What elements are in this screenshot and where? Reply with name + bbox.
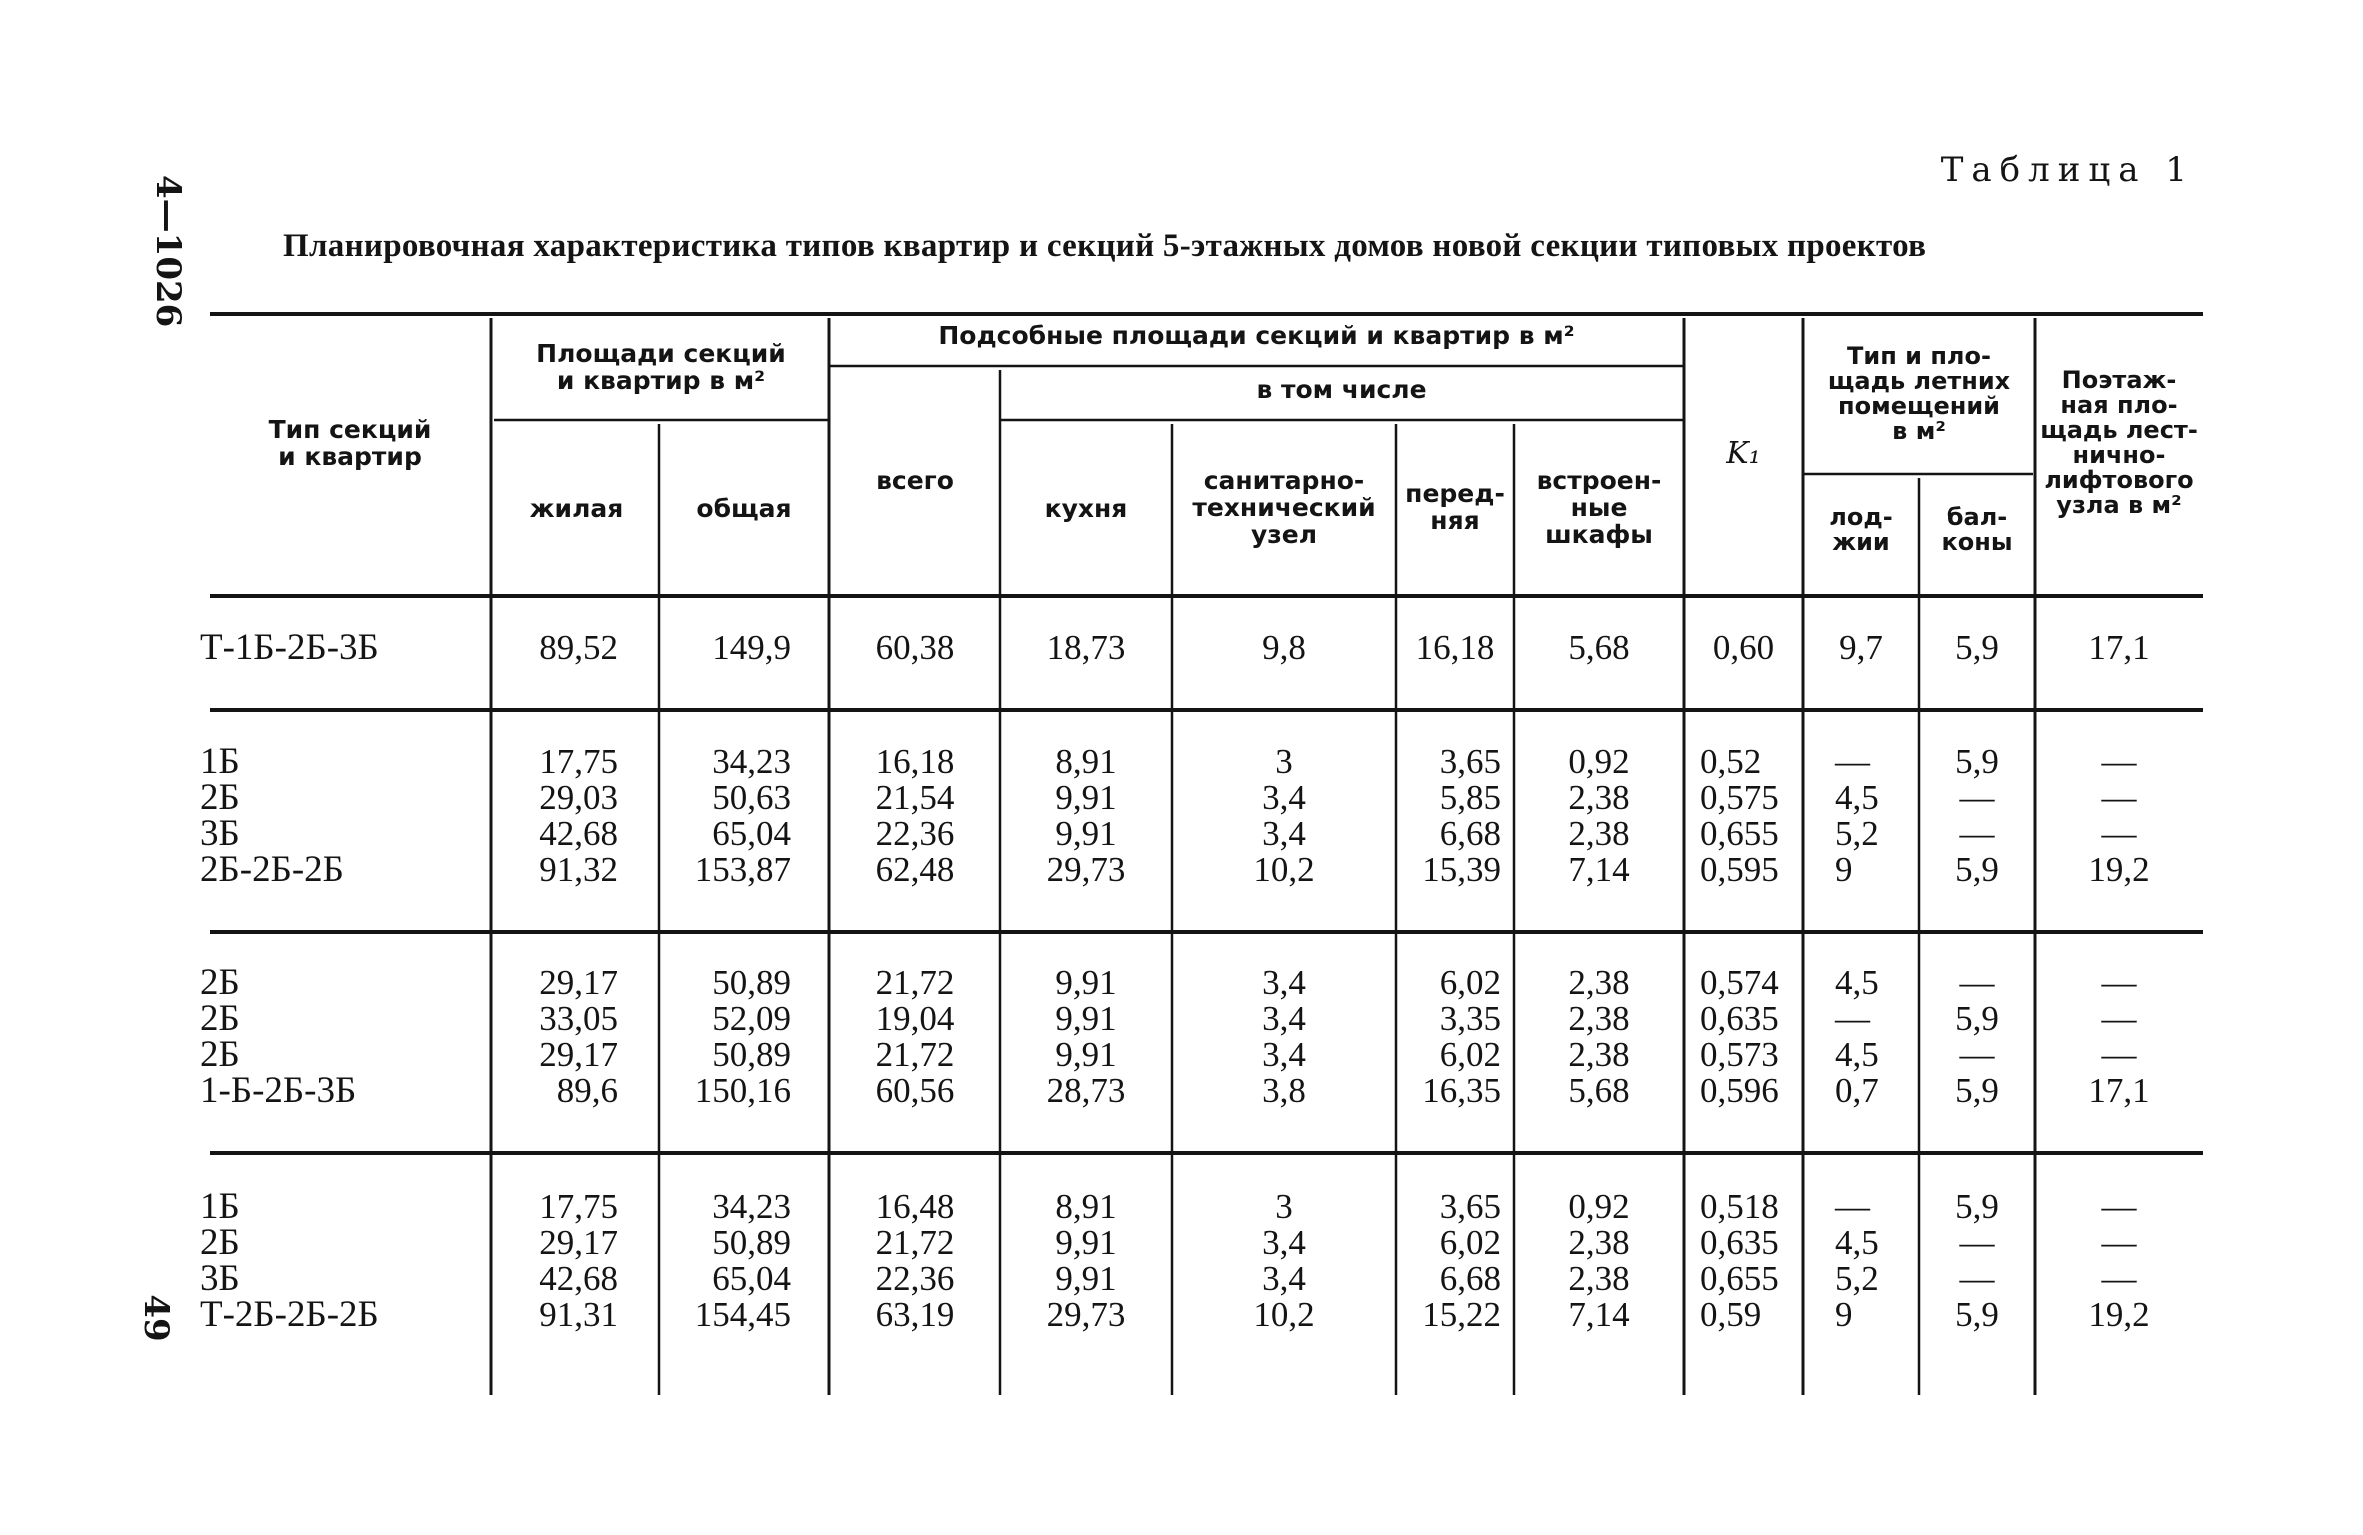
cell-hall: 6,68 bbox=[1439, 814, 1501, 853]
row0-stair: 17,1 bbox=[2088, 628, 2150, 667]
cell-aux: 21,54 bbox=[875, 778, 955, 817]
cell-hall: 6,02 bbox=[1439, 1223, 1501, 1262]
cell-kitchen: 9,91 bbox=[1055, 814, 1117, 853]
cell-k1: 0,575 bbox=[1700, 778, 1779, 817]
cell-total: 65,04 bbox=[712, 814, 791, 853]
cell-type: 3Б bbox=[200, 813, 240, 854]
cell-closets: 0,92 bbox=[1568, 1187, 1630, 1226]
cell-hall: 5,85 bbox=[1439, 778, 1501, 817]
header-living: жилая bbox=[529, 494, 624, 523]
header-stair: Поэтаж- ная пло- щадь лест- нично- лифтового узла в м² bbox=[2040, 366, 2198, 519]
cell-living: 29,17 bbox=[539, 1223, 618, 1262]
cell-sanitary: 3,4 bbox=[1262, 1259, 1306, 1298]
cell-k1: 0,596 bbox=[1700, 1071, 1779, 1110]
cell-sanitary: 3 bbox=[1275, 742, 1293, 781]
cell-aux: 60,56 bbox=[875, 1071, 955, 1110]
row0-closets: 5,68 bbox=[1568, 628, 1630, 667]
cell-kitchen: 9,91 bbox=[1055, 1259, 1117, 1298]
cell-hall: 6,02 bbox=[1439, 963, 1501, 1002]
cell-balcony: — bbox=[1959, 814, 1995, 853]
header-incl: в том числе bbox=[1256, 375, 1427, 404]
cell-kitchen: 9,91 bbox=[1055, 1035, 1117, 1074]
cell-sanitary: 3,4 bbox=[1262, 999, 1306, 1038]
cell-total: 50,63 bbox=[712, 778, 791, 817]
cell-hall: 3,35 bbox=[1439, 999, 1501, 1038]
row0-loggia: 9,7 bbox=[1839, 628, 1883, 667]
cell-closets: 7,14 bbox=[1568, 1295, 1630, 1334]
row0-living: 89,52 bbox=[539, 628, 618, 667]
cell-stair: — bbox=[2101, 742, 2137, 781]
cell-loggia: 4,5 bbox=[1835, 963, 1879, 1002]
cell-sanitary: 3,4 bbox=[1262, 814, 1306, 853]
cell-stair: 19,2 bbox=[2088, 850, 2150, 889]
cell-aux: 22,36 bbox=[875, 1259, 955, 1298]
cell-sanitary: 3,4 bbox=[1262, 778, 1306, 817]
cell-type: 2Б-2Б-2Б bbox=[200, 849, 344, 890]
cell-k1: 0,655 bbox=[1700, 814, 1779, 853]
cell-kitchen: 8,91 bbox=[1055, 742, 1117, 781]
cell-balcony: — bbox=[1959, 1223, 1995, 1262]
header-total: общая bbox=[696, 494, 792, 523]
cell-living: 33,05 bbox=[539, 999, 618, 1038]
cell-closets: 5,68 bbox=[1568, 1071, 1630, 1110]
cell-kitchen: 29,73 bbox=[1046, 850, 1126, 889]
cell-type: 1Б bbox=[200, 1186, 240, 1227]
cell-kitchen: 9,91 bbox=[1055, 999, 1117, 1038]
cell-hall: 6,68 bbox=[1439, 1259, 1501, 1298]
cell-k1: 0,595 bbox=[1700, 850, 1779, 889]
header-loggias: лод- жии bbox=[1829, 503, 1893, 556]
cell-aux: 16,18 bbox=[875, 742, 955, 781]
cell-living: 17,75 bbox=[539, 742, 618, 781]
cell-closets: 2,38 bbox=[1568, 814, 1630, 853]
table-title: Планировочная характеристика типов квартир и секций 5-этажных домов новой секции типовых проектов bbox=[283, 228, 1927, 264]
header-summer-group: Тип и пло- щадь летних помещений в м² bbox=[1827, 342, 2011, 445]
cell-type: Т-2Б-2Б-2Б bbox=[200, 1294, 379, 1335]
cell-sanitary: 3,8 bbox=[1262, 1071, 1306, 1110]
cell-stair: — bbox=[2101, 1035, 2137, 1074]
document-code: 4—1026 bbox=[148, 175, 188, 328]
cell-aux: 19,04 bbox=[875, 999, 955, 1038]
cell-sanitary: 10,2 bbox=[1253, 850, 1315, 889]
cell-loggia: 5,2 bbox=[1835, 1259, 1879, 1298]
cell-hall: 6,02 bbox=[1439, 1035, 1501, 1074]
header-type: Тип секций и квартир bbox=[268, 415, 432, 471]
cell-kitchen: 8,91 bbox=[1055, 1187, 1117, 1226]
cell-k1: 0,635 bbox=[1700, 1223, 1779, 1262]
cell-total: 50,89 bbox=[712, 1223, 791, 1262]
cell-loggia: 5,2 bbox=[1835, 814, 1879, 853]
cell-living: 91,31 bbox=[539, 1295, 618, 1334]
cell-kitchen: 9,91 bbox=[1055, 963, 1117, 1002]
cell-living: 42,68 bbox=[539, 814, 618, 853]
header-closets: встроен- ные шкафы bbox=[1536, 466, 1662, 549]
cell-closets: 2,38 bbox=[1568, 1223, 1630, 1262]
cell-hall: 15,22 bbox=[1422, 1295, 1501, 1334]
row0-hall: 16,18 bbox=[1415, 628, 1495, 667]
cell-living: 29,17 bbox=[539, 963, 618, 1002]
cell-aux: 63,19 bbox=[875, 1295, 955, 1334]
cell-stair: — bbox=[2101, 1259, 2137, 1298]
cell-living: 29,17 bbox=[539, 1035, 618, 1074]
cell-living: 17,75 bbox=[539, 1187, 618, 1226]
cell-k1: 0,59 bbox=[1700, 1295, 1762, 1334]
cell-hall: 3,65 bbox=[1439, 742, 1501, 781]
header-areas-group: Площади секций и квартир в м² bbox=[536, 339, 786, 395]
header-k1: K₁ bbox=[1726, 436, 1761, 471]
cell-hall: 15,39 bbox=[1422, 850, 1501, 889]
cell-loggia: 9 bbox=[1835, 1295, 1853, 1334]
row0-aux: 60,38 bbox=[875, 628, 955, 667]
table-label: Таблица 1 bbox=[1940, 150, 2195, 190]
cell-loggia: 9 bbox=[1835, 850, 1853, 889]
cell-loggia: 4,5 bbox=[1835, 1035, 1879, 1074]
cell-aux: 16,48 bbox=[875, 1187, 955, 1226]
cell-aux: 21,72 bbox=[875, 963, 955, 1002]
page-number: 49 bbox=[136, 1294, 176, 1342]
cell-total: 52,09 bbox=[712, 999, 791, 1038]
cell-type: 2Б bbox=[200, 1222, 240, 1263]
cell-balcony: 5,9 bbox=[1955, 1187, 1999, 1226]
header-kitchen: кухня bbox=[1044, 494, 1128, 523]
cell-total: 50,89 bbox=[712, 1035, 791, 1074]
header-balconies: бал- коны bbox=[1941, 503, 2013, 556]
cell-balcony: — bbox=[1959, 778, 1995, 817]
cell-closets: 2,38 bbox=[1568, 1035, 1630, 1074]
cell-total: 34,23 bbox=[712, 1187, 791, 1226]
cell-sanitary: 10,2 bbox=[1253, 1295, 1315, 1334]
cell-closets: 7,14 bbox=[1568, 850, 1630, 889]
cell-type: 2Б bbox=[200, 1034, 240, 1075]
row0-type: Т-1Б-2Б-3Б bbox=[200, 627, 379, 668]
cell-k1: 0,574 bbox=[1700, 963, 1779, 1002]
header-sanitary: санитарно- технический узел bbox=[1192, 466, 1376, 549]
cell-balcony: — bbox=[1959, 1035, 1995, 1074]
cell-stair: — bbox=[2101, 1223, 2137, 1262]
cell-stair: 17,1 bbox=[2088, 1071, 2150, 1110]
cell-total: 153,87 bbox=[694, 850, 791, 889]
cell-loggia: 0,7 bbox=[1835, 1071, 1879, 1110]
cell-stair: 19,2 bbox=[2088, 1295, 2150, 1334]
cell-kitchen: 9,91 bbox=[1055, 1223, 1117, 1262]
cell-living: 29,03 bbox=[539, 778, 618, 817]
header-aux-all: всего bbox=[876, 466, 954, 495]
cell-balcony: 5,9 bbox=[1955, 1295, 1999, 1334]
cell-balcony: 5,9 bbox=[1955, 850, 1999, 889]
cell-aux: 21,72 bbox=[875, 1035, 955, 1074]
cell-closets: 2,38 bbox=[1568, 963, 1630, 1002]
cell-k1: 0,573 bbox=[1700, 1035, 1779, 1074]
cell-closets: 2,38 bbox=[1568, 999, 1630, 1038]
cell-aux: 21,72 bbox=[875, 1223, 955, 1262]
cell-stair: — bbox=[2101, 1187, 2137, 1226]
cell-balcony: 5,9 bbox=[1955, 742, 1999, 781]
cell-type: 2Б bbox=[200, 998, 240, 1039]
cell-total: 154,45 bbox=[694, 1295, 791, 1334]
cell-stair: — bbox=[2101, 999, 2137, 1038]
cell-aux: 62,48 bbox=[875, 850, 955, 889]
cell-balcony: — bbox=[1959, 1259, 1995, 1298]
row0-kitchen: 18,73 bbox=[1046, 628, 1126, 667]
cell-closets: 2,38 bbox=[1568, 1259, 1630, 1298]
cell-balcony: — bbox=[1959, 963, 1995, 1002]
cell-stair: — bbox=[2101, 963, 2137, 1002]
row0-total: 149,9 bbox=[712, 628, 791, 667]
cell-living: 91,32 bbox=[539, 850, 618, 889]
cell-type: 1Б bbox=[200, 741, 240, 782]
cell-kitchen: 9,91 bbox=[1055, 778, 1117, 817]
cell-loggia: 4,5 bbox=[1835, 1223, 1879, 1262]
cell-closets: 0,92 bbox=[1568, 742, 1630, 781]
cell-total: 65,04 bbox=[712, 1259, 791, 1298]
cell-loggia: 4,5 bbox=[1835, 778, 1879, 817]
header-aux-group: Подсобные площади секций и квартир в м² bbox=[938, 321, 1575, 350]
cell-aux: 22,36 bbox=[875, 814, 955, 853]
cell-type: 2Б bbox=[200, 962, 240, 1003]
cell-stair: — bbox=[2101, 814, 2137, 853]
cell-living: 42,68 bbox=[539, 1259, 618, 1298]
cell-sanitary: 3 bbox=[1275, 1187, 1293, 1226]
cell-balcony: 5,9 bbox=[1955, 999, 1999, 1038]
cell-type: 3Б bbox=[200, 1258, 240, 1299]
cell-hall: 16,35 bbox=[1422, 1071, 1501, 1110]
cell-total: 50,89 bbox=[712, 963, 791, 1002]
cell-total: 150,16 bbox=[694, 1071, 791, 1110]
cell-k1: 0,52 bbox=[1700, 742, 1762, 781]
cell-total: 34,23 bbox=[712, 742, 791, 781]
cell-loggia: — bbox=[1835, 742, 1870, 781]
cell-k1: 0,518 bbox=[1700, 1187, 1779, 1226]
row0-k1: 0,60 bbox=[1712, 628, 1775, 667]
cell-loggia: — bbox=[1835, 999, 1870, 1038]
cell-kitchen: 28,73 bbox=[1046, 1071, 1126, 1110]
cell-balcony: 5,9 bbox=[1955, 1071, 1999, 1110]
cell-type: 1-Б-2Б-3Б bbox=[200, 1070, 357, 1111]
cell-closets: 2,38 bbox=[1568, 778, 1630, 817]
header-hall: перед- няя bbox=[1405, 479, 1505, 535]
cell-kitchen: 29,73 bbox=[1046, 1295, 1126, 1334]
cell-stair: — bbox=[2101, 778, 2137, 817]
row0-sanitary: 9,8 bbox=[1262, 628, 1306, 667]
cell-sanitary: 3,4 bbox=[1262, 1223, 1306, 1262]
cell-type: 2Б bbox=[200, 777, 240, 818]
cell-k1: 0,655 bbox=[1700, 1259, 1779, 1298]
cell-hall: 3,65 bbox=[1439, 1187, 1501, 1226]
cell-sanitary: 3,4 bbox=[1262, 963, 1306, 1002]
cell-k1: 0,635 bbox=[1700, 999, 1779, 1038]
cell-sanitary: 3,4 bbox=[1262, 1035, 1306, 1074]
cell-living: 89,6 bbox=[556, 1071, 618, 1110]
row0-balcony: 5,9 bbox=[1955, 628, 1999, 667]
cell-loggia: — bbox=[1835, 1187, 1870, 1226]
